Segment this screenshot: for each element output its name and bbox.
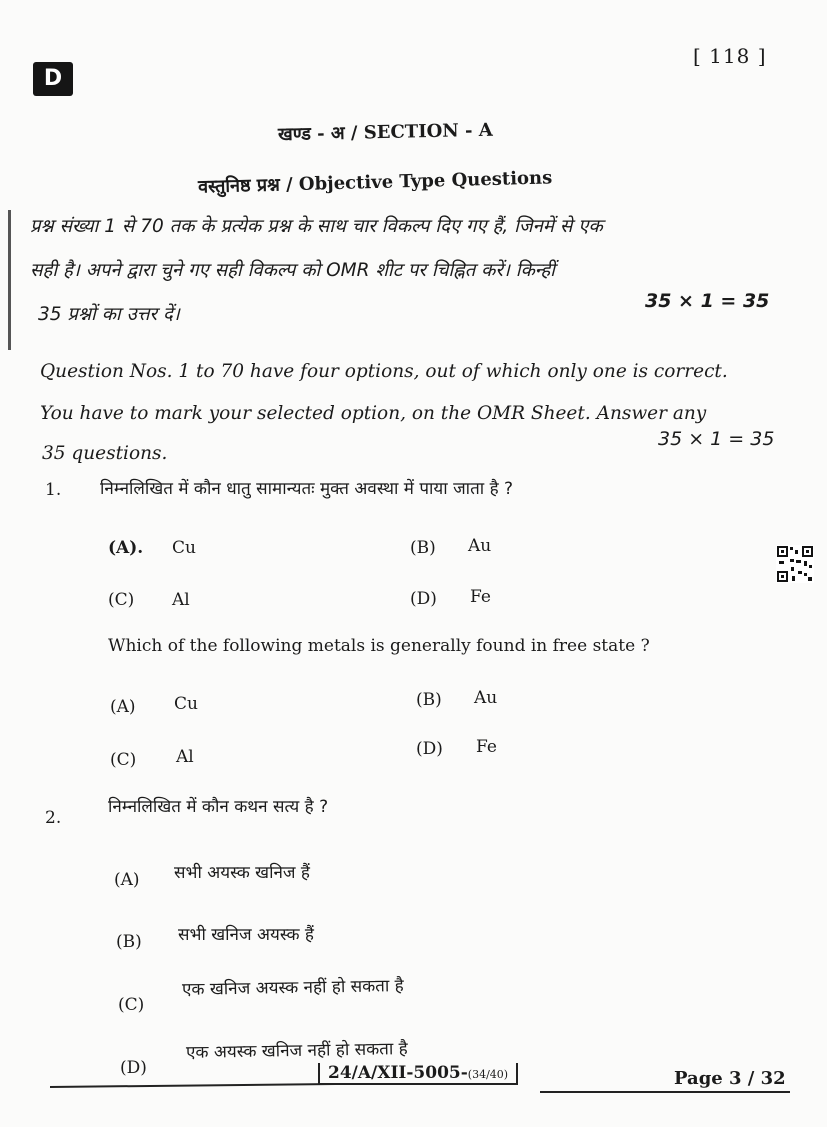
question-text-hindi: निम्नलिखित में कौन कथन सत्य है ?	[108, 797, 329, 817]
qr-code-icon	[776, 545, 814, 583]
instruction-hindi-line-3: 35 प्रश्नों का उत्तर दें।	[38, 304, 180, 325]
instruction-english-line-3: 35 questions.	[42, 443, 168, 464]
option-label: (B)	[416, 690, 442, 710]
question-text-hindi: निम्नलिखित में कौन धातु सामान्यतः मुक्त अवस्था में पाया जाता है ?	[100, 479, 514, 499]
section-title: खण्ड - अ / SECTION - A	[277, 119, 493, 146]
option-label: (A)	[110, 697, 136, 717]
option-text: Au	[468, 536, 492, 556]
marks-english: 35 × 1 = 35	[658, 428, 775, 450]
question-number: 2.	[45, 808, 62, 828]
page-number: Page 3 / 32	[674, 1068, 786, 1089]
instruction-hindi-line-1: प्रश्न संख्या 1 से 70 तक के प्रत्येक प्रश्न के साथ चार विकल्प दिए गए हैं, जिनमें से एक	[30, 216, 603, 237]
section-subtitle: वस्तुनिष्ठ प्रश्न / Objective Type Questions	[197, 167, 553, 198]
set-badge: D	[33, 62, 73, 96]
option-text: एक खनिज अयस्क नहीं हो सकता है	[181, 976, 404, 1000]
option-label: (B)	[410, 538, 436, 558]
option-label: (A)	[114, 870, 140, 890]
option-text: Cu	[172, 538, 196, 558]
instruction-hindi-line-2: सही है। अपने द्वारा चुने गए सही विकल्प को OMR शीट पर चिह्नित करें। किन्हीं	[30, 260, 555, 281]
option-text: Au	[474, 688, 498, 708]
option-label: (C)	[110, 750, 137, 770]
option-label: (B)	[116, 932, 142, 952]
option-label: (C)	[108, 590, 135, 610]
option-label: (D)	[120, 1058, 147, 1078]
marks-hindi: 35 × 1 = 35	[645, 290, 770, 312]
option-text: Fe	[476, 737, 497, 757]
option-label: (D)	[410, 589, 437, 609]
paper-code-suffix: (34/40)	[467, 1068, 509, 1081]
option-label: (C)	[118, 995, 145, 1015]
instruction-english-line-2: You have to mark your selected option, on the OMR Sheet. Answer any	[40, 403, 707, 424]
option-text: Fe	[470, 587, 491, 607]
option-text: Al	[176, 747, 194, 767]
option-text: सभी खनिज अयस्क हैं	[178, 925, 314, 945]
instruction-english-line-1: Question Nos. 1 to 70 have four options, out of which only one is correct.	[40, 361, 728, 382]
option-text: सभी अयस्क खनिज हैं	[174, 863, 310, 883]
question-text-english: Which of the following metals is generally found in free state ?	[108, 636, 650, 656]
question-number: 1.	[45, 480, 62, 500]
paper-number: [ 118 ]	[693, 44, 767, 68]
paper-code-main: 24/A/XII-5005-	[328, 1063, 468, 1083]
paper-code	[318, 1063, 518, 1085]
option-text: एक अयस्क खनिज नहीं हो सकता है	[185, 1039, 408, 1063]
option-label: (A).	[108, 538, 144, 558]
option-text: Al	[172, 590, 190, 610]
option-label: (D)	[416, 739, 443, 759]
footer-rule	[540, 1091, 790, 1093]
option-text: Cu	[174, 694, 198, 714]
margin-mark	[8, 210, 11, 350]
